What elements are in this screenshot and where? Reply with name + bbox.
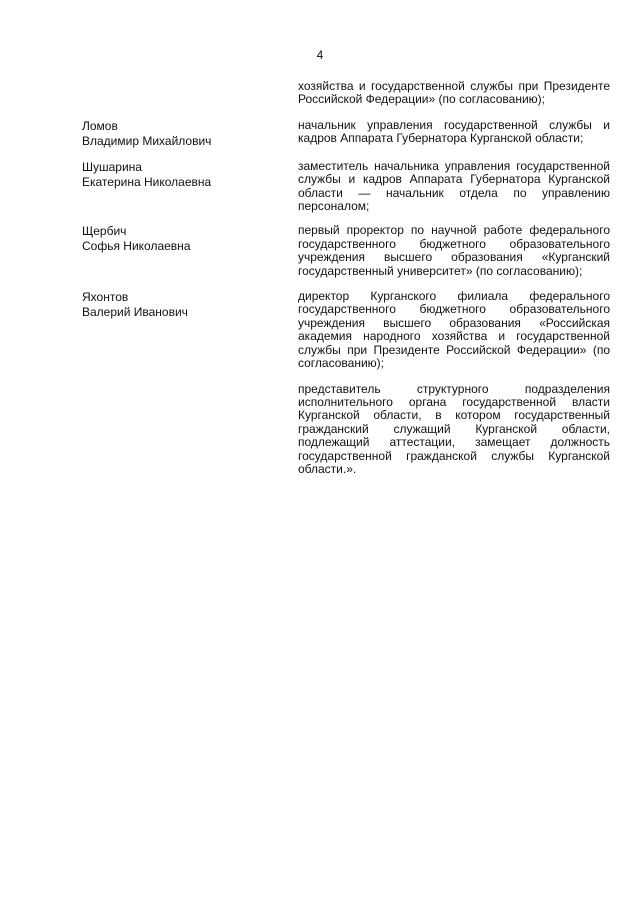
member-position: хозяйства и государственной службы при Президенте Российской Федерации» (по согласованию); — [298, 79, 610, 107]
member-name — [82, 119, 298, 149]
roster-row — [82, 160, 610, 214]
member-position: первый проректор по научной работе федерального государственного бюджетного образовательного учреждения высшего образования «Курганский государственный университет» (по согласованию); — [298, 223, 610, 278]
page-number: 4 — [316, 48, 324, 62]
member-given-names: Екатерина Николаевна — [82, 174, 212, 189]
member-given-names: Софья Николаевна — [82, 239, 191, 254]
roster-row — [82, 224, 610, 278]
member-surname: Яхонтов — [82, 290, 129, 305]
member-position: заместитель начальника управления государственной службы и кадров Аппарата Губернатора Курганской области — начальник отдела по управлению персоналом; — [298, 158, 610, 214]
member-position: директор Курганского филиала федерального государственного бюджетного образовательного учреждения высшего образования «Российская академия народного хозяйства и государственной службы при Президенте Российской Федерации» (по согласованию); — [298, 289, 610, 371]
member-name — [82, 290, 298, 320]
member-position: начальник управления государственной службы и кадров Аппарата Губернатора Курганской области; — [298, 117, 610, 146]
member-position: представитель структурного подразделения исполнительного органа государственной власти Курганской области, в котором государственный гражданский служащий Курганской области, подлежащий аттестации, замещает должность государственной гражданской службы Курганской области.». — [298, 381, 610, 476]
member-given-names: Владимир Михайлович — [82, 133, 212, 148]
member-name — [82, 224, 298, 254]
commission-roster — [82, 80, 610, 476]
roster-row — [82, 290, 610, 370]
roster-row — [82, 119, 610, 149]
member-surname: Щербич — [82, 224, 127, 239]
roster-row — [82, 383, 610, 477]
roster-row — [82, 80, 610, 107]
member-given-names: Валерий Иванович — [82, 305, 188, 320]
member-surname: Ломов — [82, 118, 118, 133]
member-name — [82, 160, 298, 190]
member-surname: Шушарина — [82, 159, 142, 174]
